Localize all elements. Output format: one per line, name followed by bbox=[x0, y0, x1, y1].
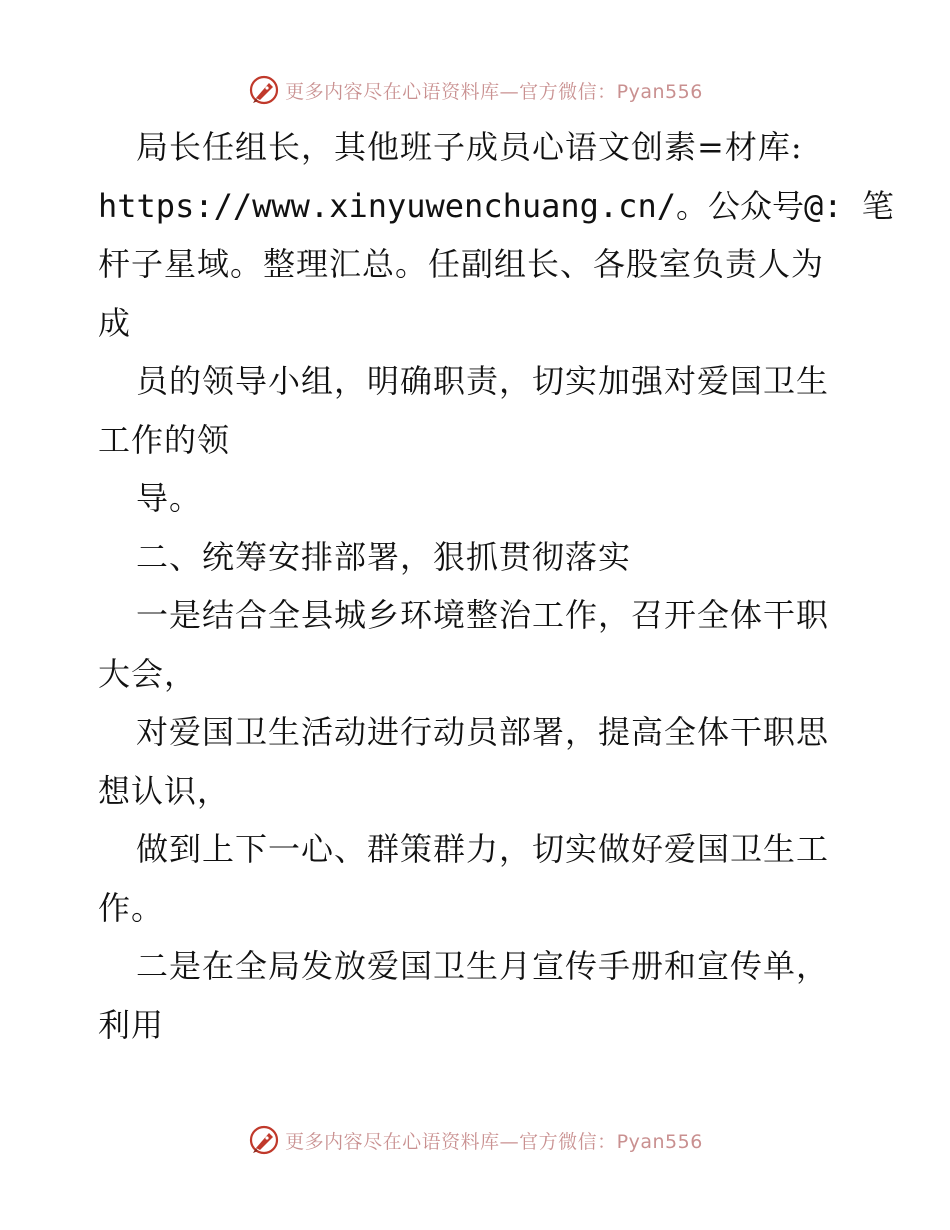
text-line: 做到上下一心、群策群力，切实做好爱国卫生工 bbox=[136, 830, 830, 868]
header-watermark bbox=[0, 70, 950, 110]
text-line: 利用 bbox=[98, 1005, 165, 1044]
text-line: 二是在全局发放爱国卫生月宣传手册和宣传单， bbox=[136, 947, 830, 985]
text-line: https://www.xinyuwenchuang.cn/。公众号@: 笔 bbox=[98, 186, 894, 225]
text-line: 对爱国卫生活动进行动员部署，提高全体干职思 bbox=[136, 713, 830, 751]
text-line: 局长任组长，其他班子成员心语文创素=材库: bbox=[136, 128, 803, 166]
pen-nib-logo-icon bbox=[247, 1123, 281, 1157]
document-body bbox=[98, 118, 894, 1054]
text-line: 大会， bbox=[98, 654, 198, 693]
pen-nib-logo-icon bbox=[247, 73, 281, 107]
footer-watermark bbox=[0, 1120, 950, 1160]
text-line: 作。 bbox=[98, 888, 165, 927]
text-line: 工作的领 bbox=[98, 420, 231, 459]
text-line: 员的领导小组，明确职责，切实加强对爱国卫生 bbox=[136, 362, 830, 400]
text-line: 成 bbox=[98, 303, 132, 342]
footer-watermark-text: 更多内容尽在心语资料库—官方微信：Pyan556 bbox=[285, 1130, 703, 1153]
text-line: 一是结合全县城乡环境整治工作，召开全体干职 bbox=[136, 596, 830, 634]
section-heading: 二、统筹安排部署，狠抓贯彻落实 bbox=[136, 537, 632, 576]
text-line: 导。 bbox=[136, 479, 203, 517]
text-line: 想认识， bbox=[98, 771, 231, 810]
text-line: 杆子星域。整理汇总。任副组长、各股室负责人为 bbox=[98, 245, 825, 283]
header-watermark-text: 更多内容尽在心语资料库—官方微信：Pyan556 bbox=[285, 80, 703, 103]
